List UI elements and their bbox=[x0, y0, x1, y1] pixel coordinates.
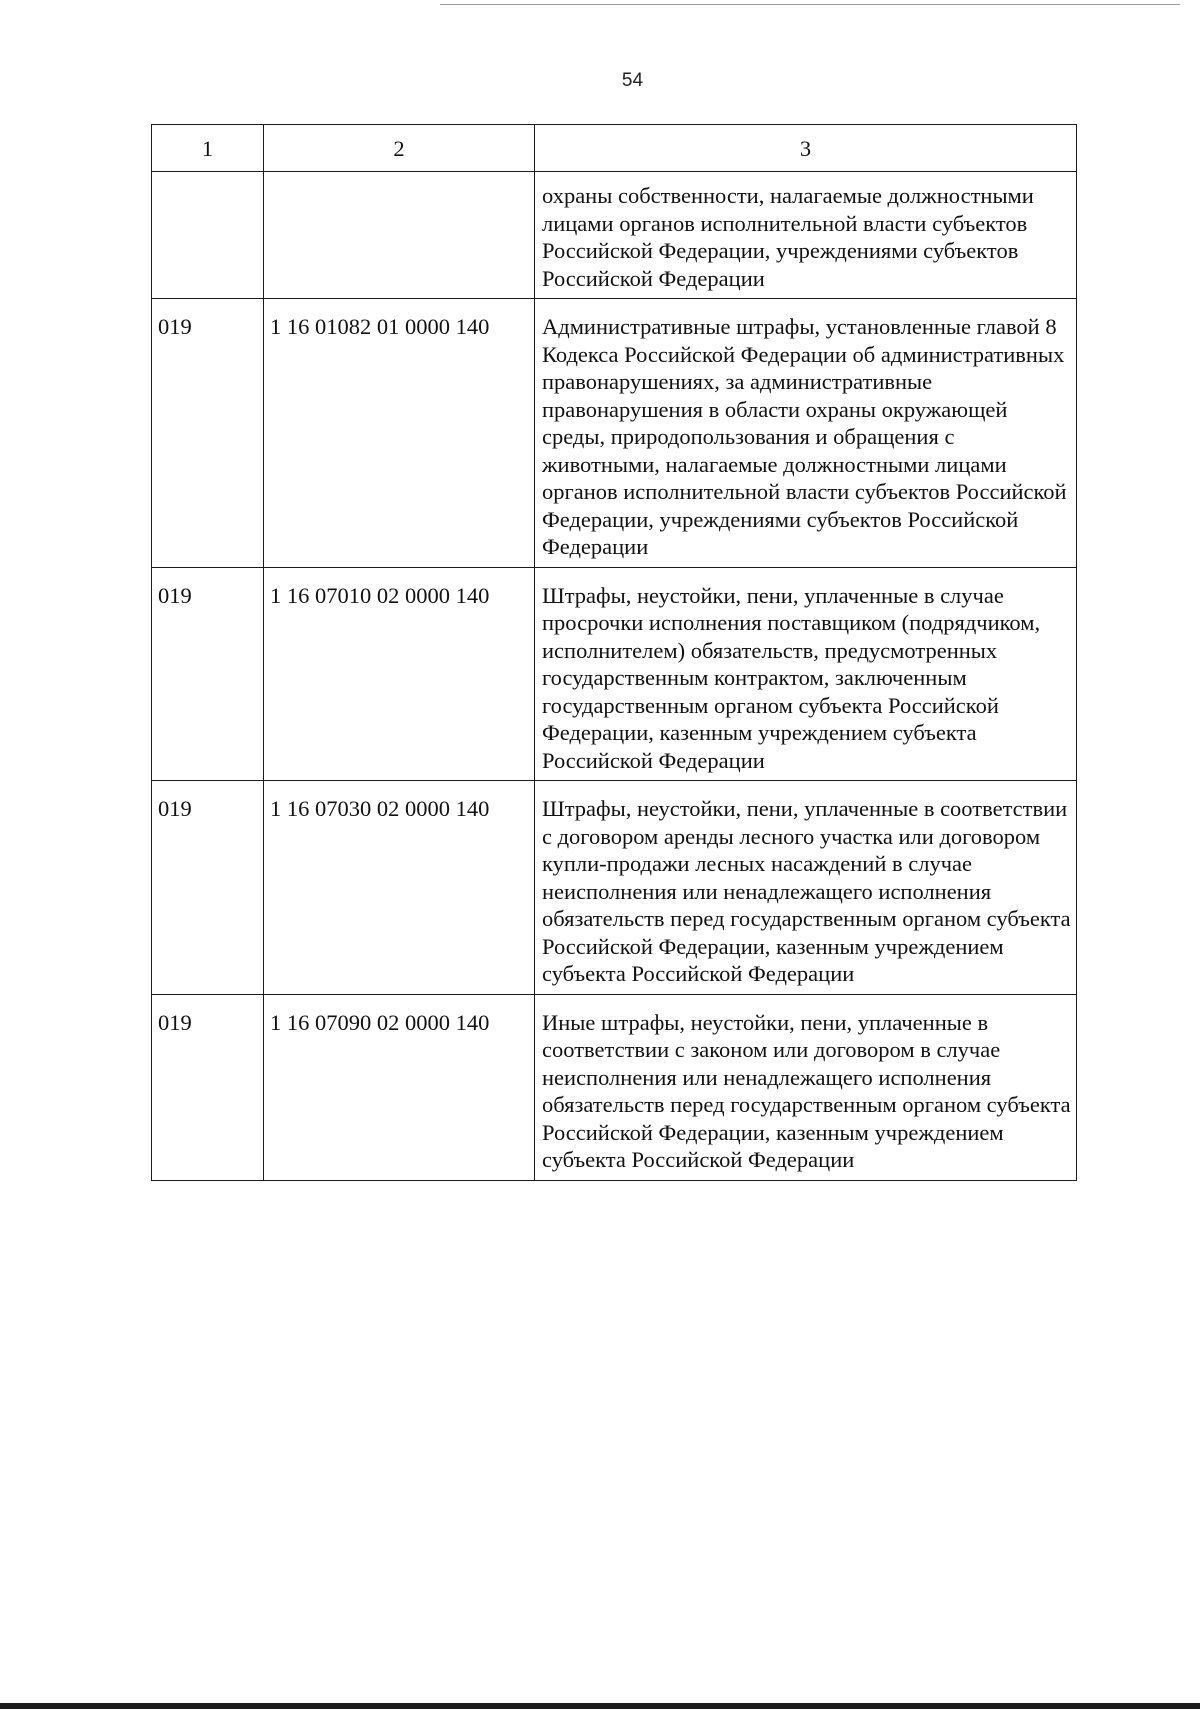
admin-code-cell: 019 bbox=[152, 994, 264, 1180]
top-scan-rule bbox=[440, 4, 1180, 5]
table-row bbox=[152, 781, 1077, 995]
description-cell: Административные штрафы, установленные главой 8 Кодекса Российской Федерации об административных правонарушениях, за административные правонарушения в области охраны окружающей среды, природопользования и обращения с животными, налагаемые должностными лицами органов исполнительной власти субъектов Российской Федерации, учреждениями субъектов Российской Федерации bbox=[535, 299, 1077, 568]
revenue-code-cell: 1 16 07090 02 0000 140 bbox=[264, 994, 535, 1180]
admin-code-cell: 019 bbox=[152, 567, 264, 781]
table-row bbox=[152, 299, 1077, 568]
revenue-code-cell: 1 16 07030 02 0000 140 bbox=[264, 781, 535, 995]
description-cell: Штрафы, неустойки, пени, уплаченные в соответствии с договором аренды лесного участка или договором купли-продажи лесных насаждений в случае неисполнения или ненадлежащего исполнения обязательств перед государственным органом субъекта Российской Федерации, казенным учреждением субъекта Российской Федерации bbox=[535, 781, 1077, 995]
revenue-codes-table bbox=[151, 124, 1077, 1181]
bottom-scan-edge bbox=[0, 1703, 1200, 1709]
revenue-code-cell: 1 16 07010 02 0000 140 bbox=[264, 567, 535, 781]
admin-code-cell: 019 bbox=[152, 299, 264, 568]
description-cell: охраны собственности, налагаемые должностными лицами органов исполнительной власти субъектов Российской Федерации, учреждениями субъектов Российской Федерации bbox=[535, 172, 1077, 299]
description-cell: Иные штрафы, неустойки, пени, уплаченные в соответствии с законом или договором в случае неисполнения или ненадлежащего исполнения обязательств перед государственным органом субъекта Российской Федерации, казенным учреждением субъекта Российской Федерации bbox=[535, 994, 1077, 1180]
table-row bbox=[152, 567, 1077, 781]
revenue-code-cell bbox=[264, 172, 535, 299]
admin-code-cell bbox=[152, 172, 264, 299]
header-cell-col1: 1 bbox=[152, 125, 264, 172]
admin-code-cell: 019 bbox=[152, 781, 264, 995]
header-cell-col3: 3 bbox=[535, 125, 1077, 172]
header-cell-col2: 2 bbox=[264, 125, 535, 172]
revenue-code-cell: 1 16 01082 01 0000 140 bbox=[264, 299, 535, 568]
page-number: 54 bbox=[621, 70, 644, 91]
table-row bbox=[152, 994, 1077, 1180]
table-row bbox=[152, 172, 1077, 299]
description-cell: Штрафы, неустойки, пени, уплаченные в случае просрочки исполнения поставщиком (подрядчиком, исполнителем) обязательств, предусмотренных государственным контрактом, заключенным государственным органом субъекта Российской Федерации, казенным учреждением субъекта Российской Федерации bbox=[535, 567, 1077, 781]
table-header-row bbox=[152, 125, 1077, 172]
